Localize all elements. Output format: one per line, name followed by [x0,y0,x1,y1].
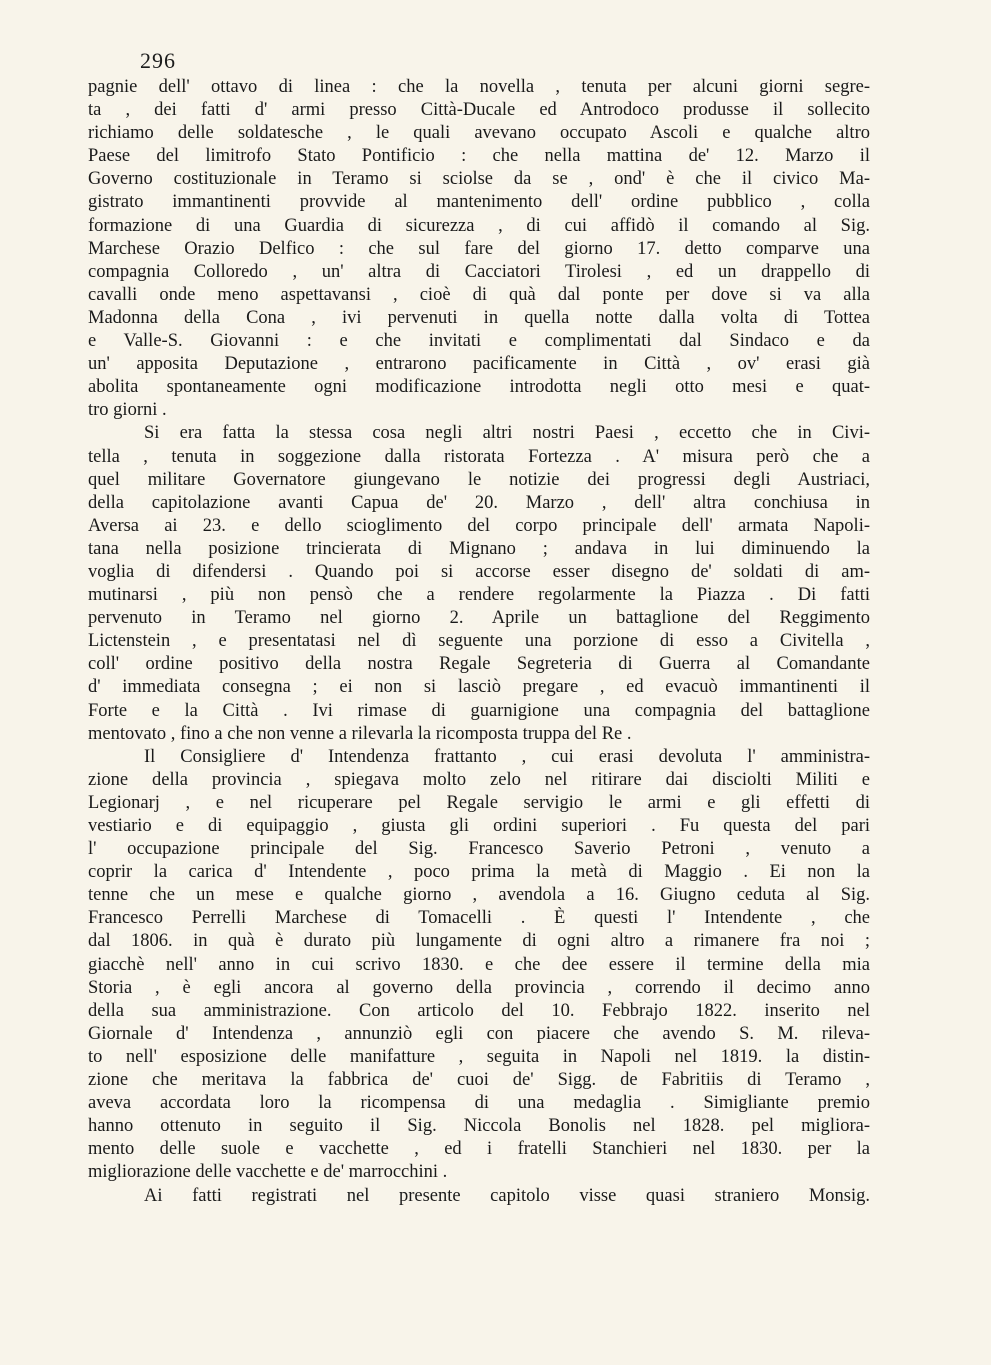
text-line: mutinarsi , più non pensò che a rendere regolarmente la Piazza . Di fatti [88,585,870,606]
text-line: Forte e la Città . Ivi rimase di guarnigione una compagnia del battaglione [88,700,870,721]
text-line: l' occupazione principale del Sig. Francesco Saverio Petroni , venuto a [88,839,870,860]
text-line: pervenuto in Teramo nel giorno 2. Aprile un battaglione del Reggimento [88,608,870,629]
body-text [88,76,870,1208]
text-line: Madonna della Cona , ivi pervenuti in quella notte dalla volta di Tottea [88,307,870,328]
text-line: migliorazione delle vacchette e de' marrocchini . [88,1162,448,1183]
text-line: vestiario e di equipaggio , giusta gli ordini superiori . Fu questa del pari [88,816,870,836]
text-line: hanno ottenuto in seguito il Sig. Niccola Bonolis nel 1828. pel migliora- [88,1116,870,1137]
text-line: mento delle suole e vacchette , ed i fratelli Stanchieri nel 1830. per la [88,1139,870,1160]
text-line: Francesco Perrelli Marchese di Tomacelli . È questi l' Intendente , che [88,908,870,929]
text-line: Ai fatti registrati nel presente capitolo visse quasi straniero Monsig. [144,1185,870,1206]
text-line: tro giorni . [88,400,167,421]
text-line: coprir la carica d' Intendente , poco prima la metà di Maggio . Ei non la [88,862,870,883]
text-line: mentovato , fino a che non venne a rilevarla la ricomposta truppa del Re . [88,723,632,744]
text-line: Storia , è egli ancora al governo della provincia , correndo il decimo anno [88,977,870,998]
text-line: Si era fatta la stessa cosa negli altri nostri Paesi , eccetto che in Civi- [144,423,870,444]
text-line: Governo costituzionale in Teramo si sciolse da se , ond' è che il civico Ma- [88,169,870,190]
text-line: Lictenstein , e presentatasi nel dì seguente una porzione di esso a Civitella , [88,631,870,652]
text-line: cavalli onde meno aspettavansi , cioè di quà dal ponte per dove si va alla [88,284,870,305]
text-line: della sua amministrazione. Con articolo del 10. Febbrajo 1822. inserito nel [88,1000,870,1021]
text-line: tenne che un mese e qualche giorno , avendola a 16. Giugno ceduta al Sig. [88,885,870,906]
text-line: ta , dei fatti d' armi presso Città-Ducale ed Antrodoco produsse il sollecito [88,100,870,121]
text-line: zione della provincia , spiegava molto zelo nel ritirare dai disciolti Militi e [88,769,870,790]
text-line: abolita spontaneamente ogni modificazione introdotta negli otto mesi e quat- [88,377,870,398]
page-number: 296 [140,48,176,73]
text-line: to nell' esposizione delle manifatture , seguita in Napoli nel 1819. la distin- [88,1046,870,1067]
text-line: Il Consigliere d' Intendenza frattanto , cui erasi devoluta l' amministra- [144,746,870,767]
text-line: richiamo delle soldatesche , le quali avevano occupato Ascoli e qualche altro [88,123,870,144]
text-line: quel militare Governatore giungevano le notizie dei progressi degli Austriaci, [88,469,870,490]
text-line: compagnia Colloredo , un' altra di Cacciatori Tirolesi , ed un drappello di [88,261,870,282]
text-line: d' immediata consegna ; ei non si lasciò pregare , ed evacuò immantinenti il [88,677,870,698]
text-line: tella , tenuta in soggezione dalla ristorata Fortezza . A' misura però che a [88,446,870,467]
text-line: Giornale d' Intendenza , annunziò egli con piacere che avendo S. M. rileva- [88,1023,870,1044]
text-line: voglia di difendersi . Quando poi si accorse esser disegno de' soldati di am- [88,561,870,582]
text-line: zione che meritava la fabbrica de' cuoi de' Sigg. de Fabritiis di Teramo , [88,1070,870,1091]
text-line: e Valle-S. Giovanni : e che invitati e complimentati dal Sindaco e da [88,331,870,352]
text-line: Marchese Orazio Delfico : che sul fare del giorno 17. detto comparve una [88,238,870,259]
text-line: Aversa ai 23. e dello scioglimento del corpo principale dell' armata Napoli- [88,515,870,536]
text-line: della capitolazione avanti Capua de' 20. Marzo , dell' altra conchiusa in [88,492,870,513]
text-line: Legionarj , e nel ricuperare pel Regale servigio le armi e gli effetti di [88,792,870,813]
text-line: coll' ordine positivo della nostra Regale Segreteria di Guerra al Comandante [88,654,870,675]
text-line: dal 1806. in quà è durato più lungamente di ogni altro a rimanere fra noi ; [88,931,870,952]
text-line: tana nella posizione trincierata di Mignano ; andava in lui diminuendo la [88,538,870,559]
text-line: gistrato immantinenti provvide al mantenimento dell' ordine pubblico , colla [88,192,870,213]
text-line: un' apposita Deputazione , entrarono pacificamente in Città , ov' erasi già [88,354,870,375]
text-line: pagnie dell' ottavo di linea : che la novella , tenuta per alcuni giorni segre- [88,77,870,97]
text-line: Paese del limitrofo Stato Pontificio : che nella mattina de' 12. Marzo il [88,146,870,167]
text-line: formazione di una Guardia di sicurezza , di cui affidò il comando al Sig. [88,215,870,236]
text-line: aveva accordata loro la ricompensa di una medaglia . Simigliante premio [88,1093,870,1114]
text-line: giacchè nell' anno in cui scrivo 1830. e che dee essere il termine della mia [88,954,870,975]
